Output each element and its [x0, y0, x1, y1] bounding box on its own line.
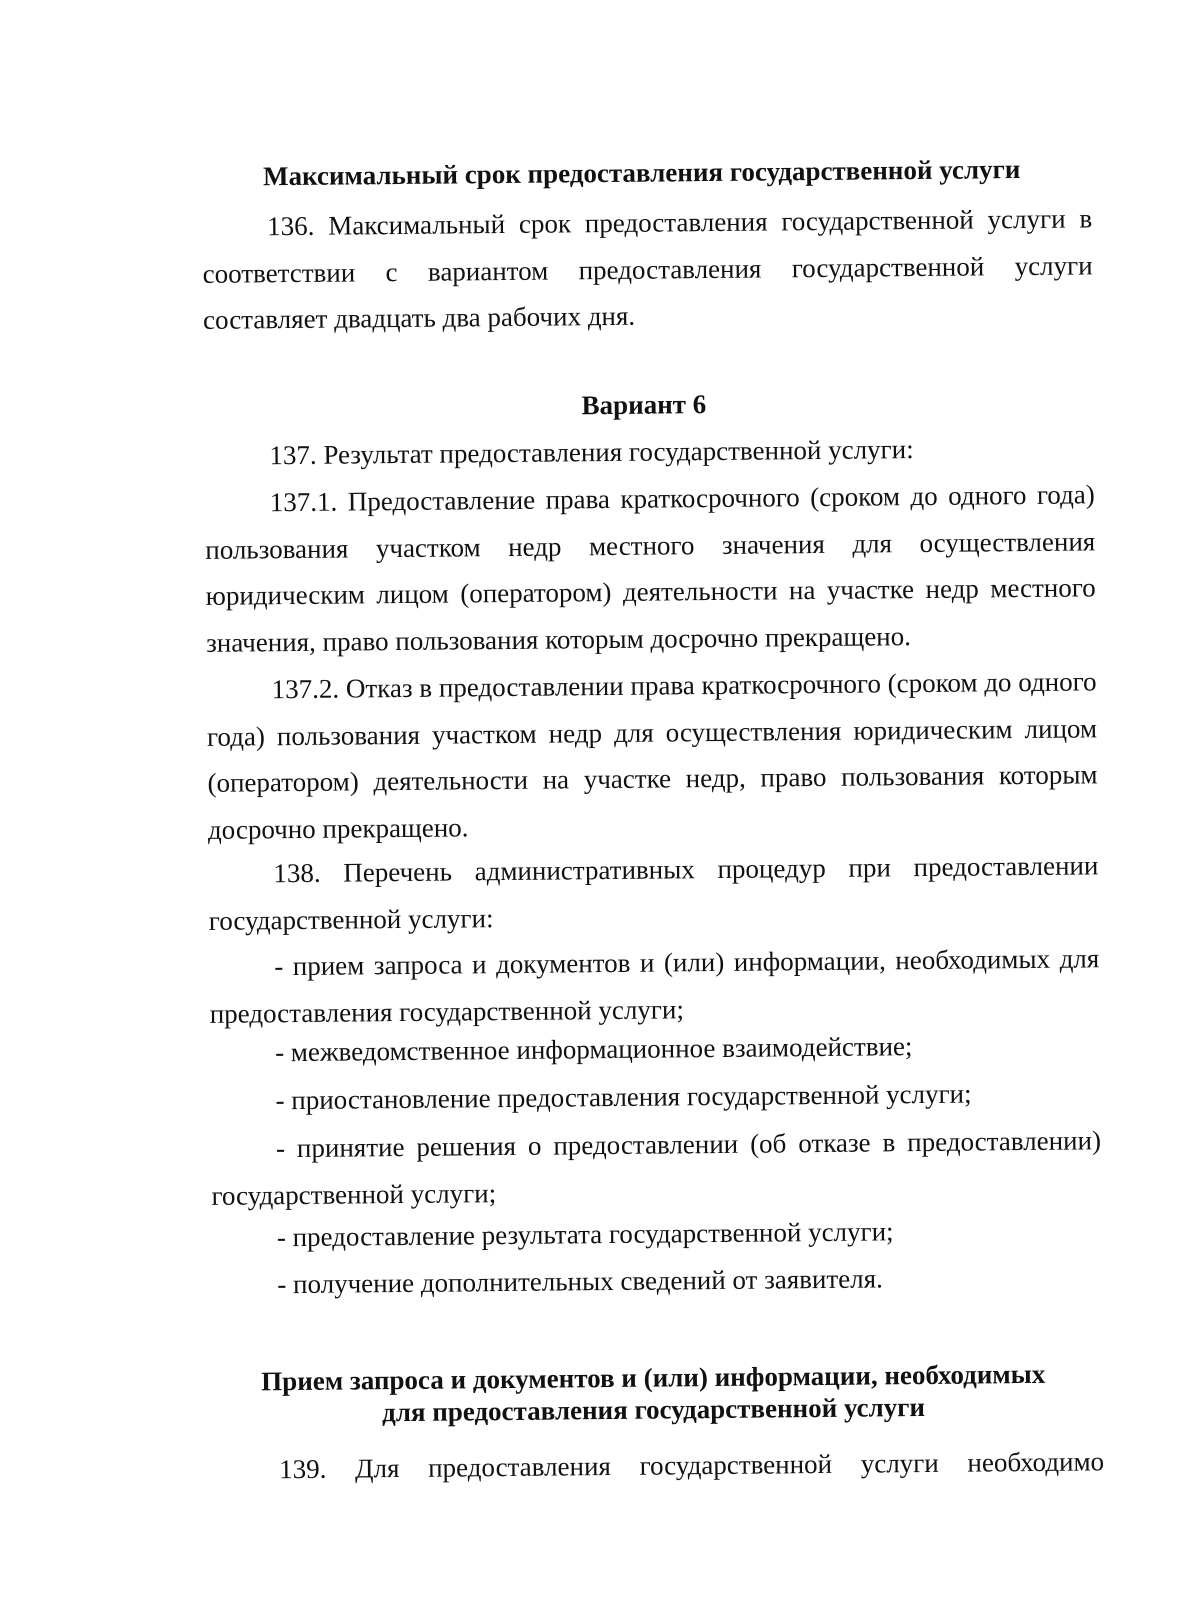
section-heading-request-line2: для предоставления государственной услуги [381, 1392, 926, 1428]
paragraph-139: 139. Для предоставления государственной услуги необходимо [278, 1446, 1105, 1485]
list-item: - приостановление предоставления государственной услуги; [275, 1078, 972, 1116]
paragraph-138: 138. Перечень административных процедур при предоставлении государственной услуги: [208, 850, 1099, 936]
section-heading-max-term: Максимальный срок предоставления государственной услуги [262, 154, 1021, 192]
paragraph-137-2: 137.2. Отказ в предоставлении права краткосрочного (сроком до одного года) пользования участком недр для осуществления юридическим лицом (оператором) деятельности на участке недр, право пользования которым досрочно прекращено. [206, 666, 1098, 845]
list-item: - получение дополнительных сведений от заявителя. [277, 1263, 883, 1300]
list-item: - межведомственное информационное взаимодействие; [274, 1031, 913, 1068]
paragraph-137: 137. Результат предоставления государственной услуги: [269, 434, 914, 471]
paragraph-137-1: 137.1. Предоставление права краткосрочного (сроком до одного года) пользования участком недр местного значения для осуществления юридическим лицом (оператором) деятельности на участке недр местного значения, право пользования которым досрочно прекращено. [205, 479, 1096, 658]
paragraph-136: 136. Максимальный срок предоставления государственной услуги в соответствии с вариантом предоставления государственной услуги составляет двадцать два рабочих дня. [202, 203, 1093, 335]
section-heading-request-line1: Прием запроса и документов и (или) информации, необходимых [261, 1358, 1046, 1397]
variant-heading: Вариант 6 [581, 389, 707, 421]
list-item: - предоставление результата государственной услуги; [276, 1216, 894, 1253]
list-item: - прием запроса и документов и (или) информации, необходимых для предоставления государственной услуги; [209, 943, 1100, 1029]
list-item: - принятие решения о предоставлении (об отказе в предоставлении) государственной услуги; [211, 1125, 1102, 1211]
document-page [190, 0, 1105, 1617]
